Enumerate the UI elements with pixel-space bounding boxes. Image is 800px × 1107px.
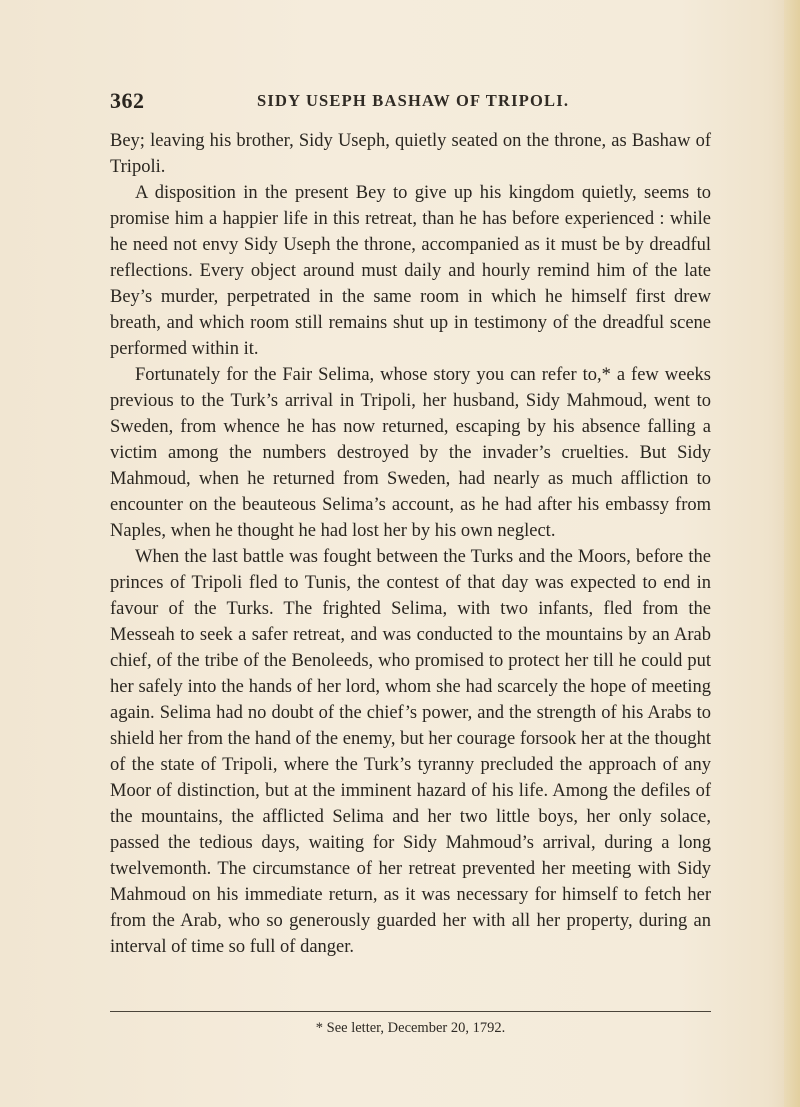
- paragraph-continuation: Bey; leaving his brother, Sidy Useph, quietly seated on the throne, as Bashaw of Tripoli.: [110, 131, 711, 177]
- paragraph-last-battle: When the last battle was fought between the Turks and the Moors, before the princes of Tripoli fled to Tunis, the contest of that day was expected to end in favour of the Turks. The frighted Selima, with two infants, fled from the Messeah to seek a safer retreat, and was conducted to the mountains by an Arab chief, of the tribe of the Benoleeds, who promised to protect her till he could put her safely into the hands of her lord, whom she had scarcely the hope of meeting again. Selima had no doubt of the chief’s power, and the strength of his Arabs to shield her from the hand of the enemy, but her courage forsook her at the thought of the state of Tripoli, where the Turk’s tyranny precluded the approach of any Moor of distinction, but at the imminent hazard of his life. Among the defiles of the mountains, the afflicted Selima and her two little boys, her only solace, passed the tedious days, waiting for Sidy Mahmoud’s arrival, during a long twelvemonth. The circumstance of her retreat prevented her meeting with Sidy Mahmoud on his immediate return, as it was necessary for himself to fetch her from the Arab, who so generously guarded her with all her property, during an interval of time so full of danger.: [110, 547, 711, 957]
- paragraph-disposition: A disposition in the present Bey to give up his kingdom quietly, seems to promise him a happier life in this retreat, than he has before experienced : while he need not envy Sidy Useph the throne, accompanied as it must be by dreadful reflections. Every object around must daily and hourly remind him of the late Bey’s murder, perpetrated in the same room in which he himself first drew breath, and which room still remains shut up in testimony of the dreadful scene performed within it.: [110, 183, 711, 359]
- footnote-divider: [110, 1011, 711, 1012]
- body-text: [110, 128, 711, 960]
- page-number: 362: [110, 88, 145, 113]
- running-title: SIDY USEPH BASHAW OF TRIPOLI.: [257, 91, 570, 110]
- paragraph-selima: Fortunately for the Fair Selima, whose story you can refer to,* a few weeks previous to the Turk’s arrival in Tripoli, her husband, Sidy Mahmoud, went to Sweden, from whence he has now returned, escaping by his absence falling a victim among the numbers destroyed by the invader’s cruelties. But Sidy Mahmoud, when he returned from Sweden, had nearly as much affliction to encounter on the beauteous Selima’s account, as he had after his embassy from Naples, when he thought he had lost her by his own neglect.: [110, 365, 711, 541]
- page-header: [110, 88, 710, 116]
- page-edge-shadow: [784, 0, 800, 1107]
- footnote: * See letter, December 20, 1792.: [315, 1020, 506, 1036]
